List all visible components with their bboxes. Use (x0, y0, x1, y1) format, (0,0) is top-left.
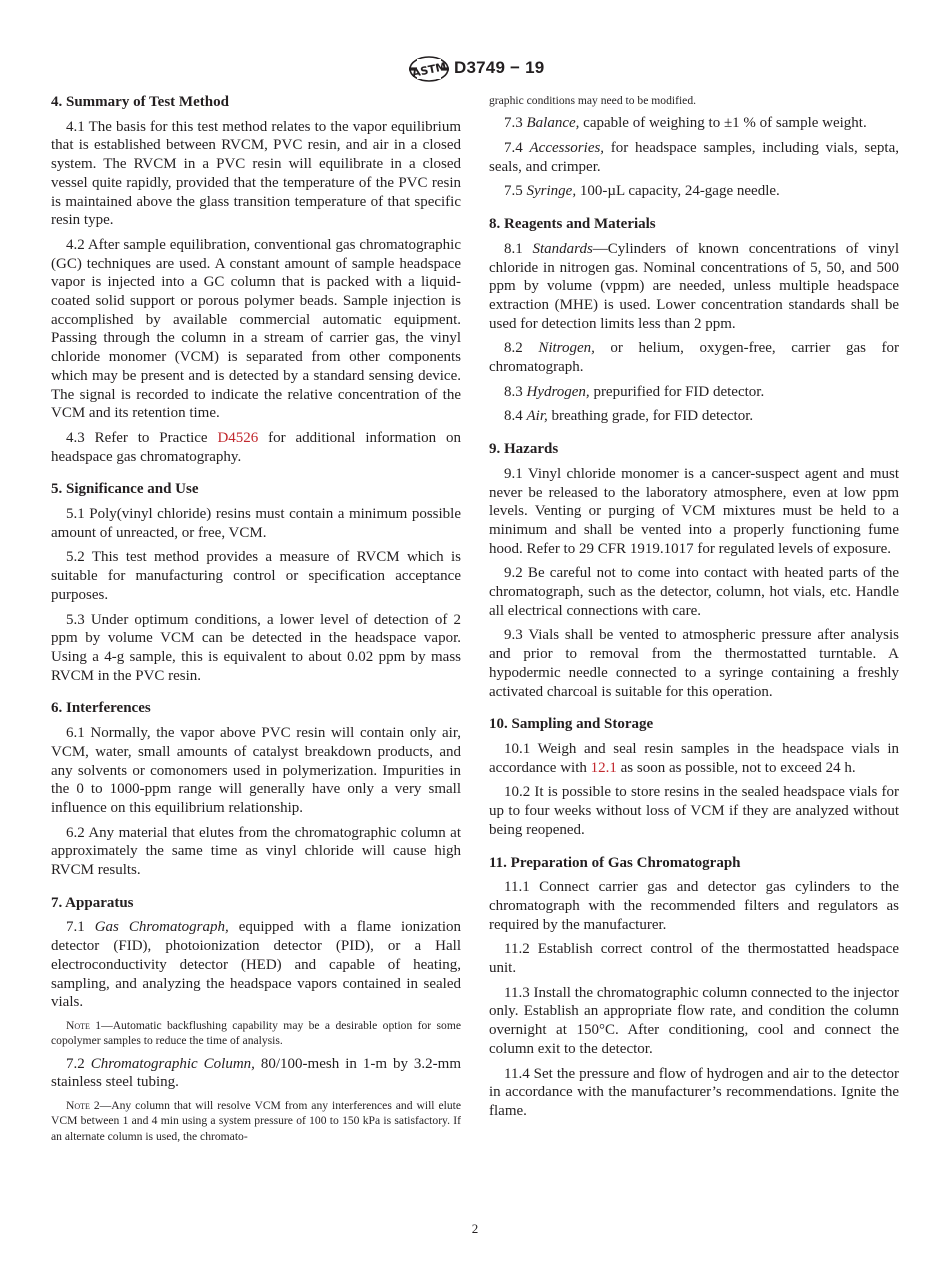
paragraph-11-4: 11.4 Set the pressure and flow of hydrogen and air to the detector in accordance with the manufacturer’s recommendations. Ignite the flame. (489, 1065, 899, 1119)
note-text: —Automatic backflushing capability may be a desirable option for some copolymer samples to reduce the time of analysis. (51, 1018, 461, 1048)
section-10-heading: 10. Sampling and Storage (489, 716, 654, 733)
paragraph-4-1: 4.1 The basis for this test method relates to the vapor equilibrium that is established between RVCM, PVC resin, and air in a closed system. The RVCM in a PVC resin will equilibrate in a closed vessel quite rapidly, provided that the temperature of the PVC resin is maintained above the glass transition temperature of that specific resin type. (51, 118, 461, 229)
note-2 (51, 1098, 461, 1144)
item-number: 7.4 (504, 140, 530, 156)
section-6-heading: 6. Interferences (51, 700, 151, 717)
paragraph-8-1 (489, 240, 899, 334)
note-text: —Any column that will resolve VCM from any interferences and will elute VCM between 1 and 4 min using a system pressure of 100 to 150 kPa is satisfactory. If an alternate column is used, the chromato- (51, 1098, 461, 1143)
note-2-continuation: graphic conditions may need to be modified. (489, 94, 697, 107)
page-header (0, 56, 950, 82)
document-number: D3749 − 19 (454, 58, 545, 77)
item-term: Air, (526, 408, 548, 425)
paragraph-9-3: 9.3 Vials shall be vented to atmospheric pressure after analysis and prior to removal from the thermostatted turntable. A hypodermic needle connected to a syringe containing a freshly activated charcoal is suitable for this operation. (489, 627, 899, 700)
note-label: Note 2 (66, 1098, 100, 1112)
astm-logo-icon (409, 56, 449, 87)
paragraph-10-2: 10.2 It is possible to store resins in the sealed headspace vials for up to four weeks without loss of VCM if they are analyzed without being reopened. (489, 784, 899, 838)
paragraph-11-2: 11.2 Establish correct control of the thermostatted headspace unit. (489, 941, 899, 977)
item-number: 7.2 (66, 1055, 91, 1072)
paragraph-7-1 (51, 918, 461, 1012)
paragraph-5-1: 5.1 Poly(vinyl chloride) resins must contain a minimum possible amount of unreacted, or free, VCM. (51, 506, 461, 541)
section-8-heading: 8. Reagents and Materials (489, 216, 656, 233)
item-text: breathing grade, for FID detector. (547, 408, 754, 425)
paragraph-9-2: 9.2 Be careful not to come into contact with heated parts of the chromatograph, such as the detector, column, hot vials, etc. Handle all electrical connections with care. (489, 565, 899, 619)
paragraph-4-3 (51, 429, 461, 466)
reference-link-d4526[interactable]: D4526 (217, 429, 259, 446)
paragraph-text: 4.3 Refer to Practice (66, 429, 218, 446)
paragraph-7-5 (489, 182, 899, 201)
section-4-heading: 4. Summary of Test Method (51, 94, 229, 110)
item-number: 8.3 (504, 383, 527, 400)
note-1 (51, 1018, 461, 1049)
paragraph-8-2 (489, 339, 899, 376)
section-11-heading: 11. Preparation of Gas Chromatograph (489, 854, 741, 871)
item-number: 8.1 (504, 240, 533, 257)
paragraph-7-4 (489, 139, 899, 176)
paragraph-6-2: 6.2 Any material that elutes from the chromatographic column at approximately the same time as vinyl chloride will cause high RVCM results. (51, 824, 461, 879)
item-term: Standards (532, 240, 593, 257)
paragraph-8-3 (489, 383, 899, 402)
item-number: 7.5 (504, 183, 527, 200)
section-7-heading: 7. Apparatus (51, 894, 134, 911)
paragraph-11-3: 11.3 Install the chromatographic column connected to the injector only. Establish an appropriate flow rate, and condition the column overnight at 150°C. After conditioning, cool and connect the column exit to the detector. (489, 984, 899, 1057)
item-term: Syringe, (526, 183, 577, 200)
paragraph-text: for additional information on headspace gas chromatography. (51, 429, 462, 465)
item-text: or helium, oxygen-free, carrier gas for chromatograph. (489, 340, 899, 376)
item-term: Hydrogen, (526, 383, 590, 400)
paragraph-9-1: 9.1 Vinyl chloride monomer is a cancer-suspect agent and must never be released to the laboratory atmosphere, even at low ppm levels. Venting or purging of VCM mixtures must be held to a minimum and shall be vented into a properly functioning fume hood. Refer to 29 CFR 1919.1017 for regulated levels of exposure. (489, 465, 899, 557)
reference-link-12-1[interactable]: 12.1 (590, 759, 617, 776)
paragraph-5-2: 5.2 This test method provides a measure of RVCM which is suitable for manufacturing control or specification acceptance purposes. (51, 549, 461, 603)
paragraph-5-3: 5.3 Under optimum conditions, a lower level of detection of 2 ppm by volume VCM can be detected in the headspace vapor. Using a 4-g sample, this is equivalent to about 0.02 ppm by mass RVCM in the PVC resin. (51, 611, 461, 684)
paragraph-7-2 (51, 1055, 461, 1092)
svg-text:ASTM: ASTM (410, 59, 448, 80)
paragraph-10-1 (489, 740, 899, 777)
item-text: equipped with a flame ionization detector (FID), photoionization detector (PID), or a Hall electroconductivity detector (HED) and capable of heating, sampling, and analyzing the headspace vapors contained in sealed vials. (51, 919, 461, 1011)
left-column (51, 93, 461, 1150)
paragraph-text: as soon as possible, not to exceed 24 h. (616, 759, 856, 776)
item-text: 80/100-mesh in 1-m by 3.2-mm stainless steel tubing. (51, 1055, 462, 1091)
item-term: Gas Chromatograph, (94, 919, 229, 936)
item-number: 8.2 (504, 340, 539, 357)
item-text: prepurified for FID detector. (589, 383, 765, 400)
paragraph-8-4 (489, 407, 899, 426)
item-term: Balance, (526, 115, 580, 132)
paragraph-7-3 (489, 114, 899, 133)
section-9-heading: 9. Hazards (489, 441, 559, 458)
item-text: 100-µL capacity, 24-gage needle. (576, 183, 780, 200)
item-number: 8.4 (504, 408, 527, 425)
right-column (489, 93, 899, 1127)
paragraph-11-1: 11.1 Connect carrier gas and detector gas cylinders to the chromatograph with the recommended filters and regulators as required by the manufacturer. (489, 879, 899, 933)
paragraph-text: 10.1 Weigh and seal resin samples in the headspace vials in accordance with (489, 740, 899, 776)
section-5-heading: 5. Significance and Use (51, 481, 199, 498)
item-text: for headspace samples, including vials, septa, seals, and crimper. (489, 140, 899, 175)
page-number: 2 (471, 1221, 479, 1236)
paragraph-4-2: 4.2 After sample equilibration, conventional gas chromatographic (GC) techniques are used. A constant amount of sample headspace vapor is injected into a GC column that is packed with a liquid-coated solid support or porous polymer beads. Sample injection is accomplished by available commercial automatic equipment. Passing through the column in a stream of carrier gas, the vinyl chloride monomer (VCM) is separated from other components which may be present and is detected by a standard sensing device. The signal is recorded to indicate the relative concentration of the VCM and its retention time. (51, 236, 461, 422)
item-text: capable of weighing to ±1 % of sample weight. (579, 115, 867, 132)
paragraph-6-1: 6.1 Normally, the vapor above PVC resin will contain only air, VCM, water, small amounts of catalyst breakdown products, and any solvents or comonomers used in polymerization. Impurities in the 0 to 1000-ppm range will generally have only a very small influence on this equilibrium relationship. (51, 725, 461, 816)
note-label: Note 1 (66, 1018, 102, 1032)
item-term: Nitrogen, (538, 340, 595, 357)
item-term: Accessories, (529, 140, 605, 156)
item-number: 7.3 (504, 115, 527, 132)
item-text: —Cylinders of known concentrations of vinyl chloride in nitrogen gas. Nominal concentrations of 5, 50, and 500 ppm by volume (vppm) are needed, unless multiple headspace extraction (MHE) is used. Lower concentration standards shall be used for detection limits less than 2 ppm. (489, 240, 899, 332)
item-term: Chromatographic Column, (90, 1055, 255, 1072)
item-number: 7.1 (66, 919, 95, 936)
